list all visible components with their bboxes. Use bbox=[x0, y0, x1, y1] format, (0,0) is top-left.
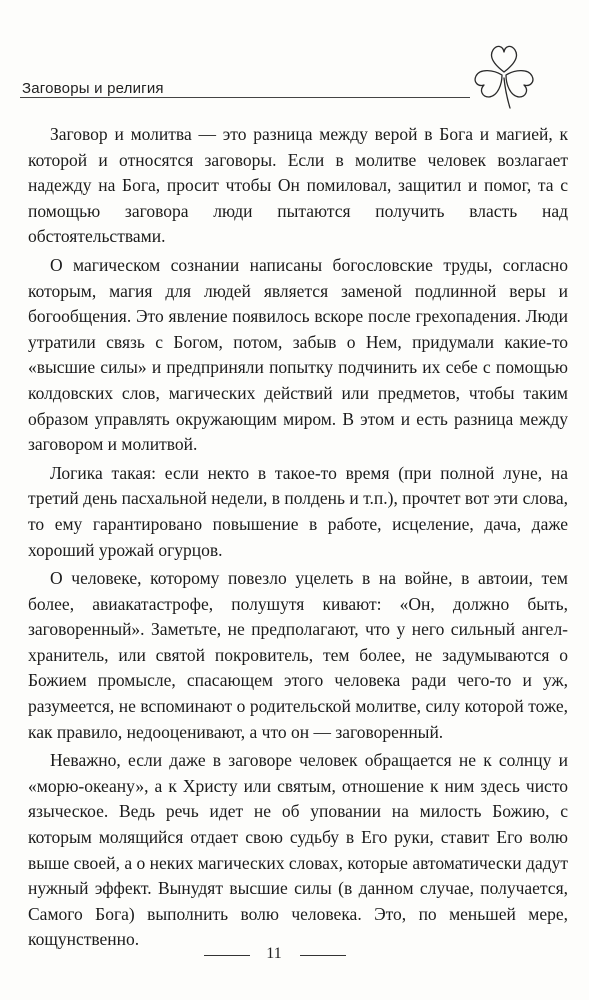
paragraph-4: О человеке, которому повезло уцелеть в на войне, в автоии, тем более, авиакатастрофе, полушутя кивают: «Он, должно быть, заговоренный». Заметьте, не предполагают, что у него сильный ангел-хранитель, или святой покровитель, тем более, не задумываются о Божием промысле, спасающем этого человека ради чего-то и уж, разумеется, не вспоминают о родительской молитве, силу которой тоже, как правило, недооценивают, а что он — заговоренный. bbox=[28, 568, 568, 742]
page-footer bbox=[0, 945, 589, 965]
footer-rule-left bbox=[204, 955, 250, 956]
header-rule bbox=[20, 97, 470, 98]
body-text bbox=[28, 122, 568, 956]
paragraph-5: Неважно, если даже в заговоре человек обращается не к солнцу и «морю-океану», а к Христу или святым, отношение к ним здесь чисто языческое. Ведь речь идет не об уповании на милость Божию, с которым молящийся отдает свою судьбу в Его руки, ставит Его волю выше своей, а о неких магических словах, которые автоматически дадут нужный эффект. Вынудят высшие силы (в данном случае, получается, Самого Бога) выполнить волю человека. Это, по меньшей мере, кощунственно. bbox=[28, 750, 569, 950]
clover-icon bbox=[466, 36, 542, 114]
footer-rule-right bbox=[300, 955, 346, 956]
paragraph-2: О магическом сознании написаны богословские труды, согласно которым, магия для людей является заменой подлинной веры и богообщения. Это явление появилось вскоре после грехопадения. Люди утратили связь с Богом, потом, забыв о Нем, придумали какие-то «высшие силы» и предприняли попытку подчинить их себе с помощью колдовских слов, магических действий или предметов, чтобы таким образом управлять окружающим миром. В этом и есть разница между заговором и молитвой. bbox=[28, 254, 568, 455]
paragraph-3: Логика такая: если некто в такое-то время (при полной луне, на третий день пасхальной недели, в полдень и т.п.), прочтет вот эти слова, то ему гарантировано повышение в работе, исцеление, дача, даже хороший урожай огурцов. bbox=[28, 462, 568, 560]
running-header-title: Заговоры и религия bbox=[22, 80, 164, 97]
paragraph-1: Заговор и молитва — это разница между верой в Бога и магией, к которой и относятся заговоры. Если в молитве человек возлагает надежду на Бога, просит чтобы Он помиловал, защитил и помог, та с помощью заговора люди пытаются получить власть над обстоятельствами. bbox=[28, 124, 568, 247]
page-number: 11 bbox=[266, 945, 282, 962]
